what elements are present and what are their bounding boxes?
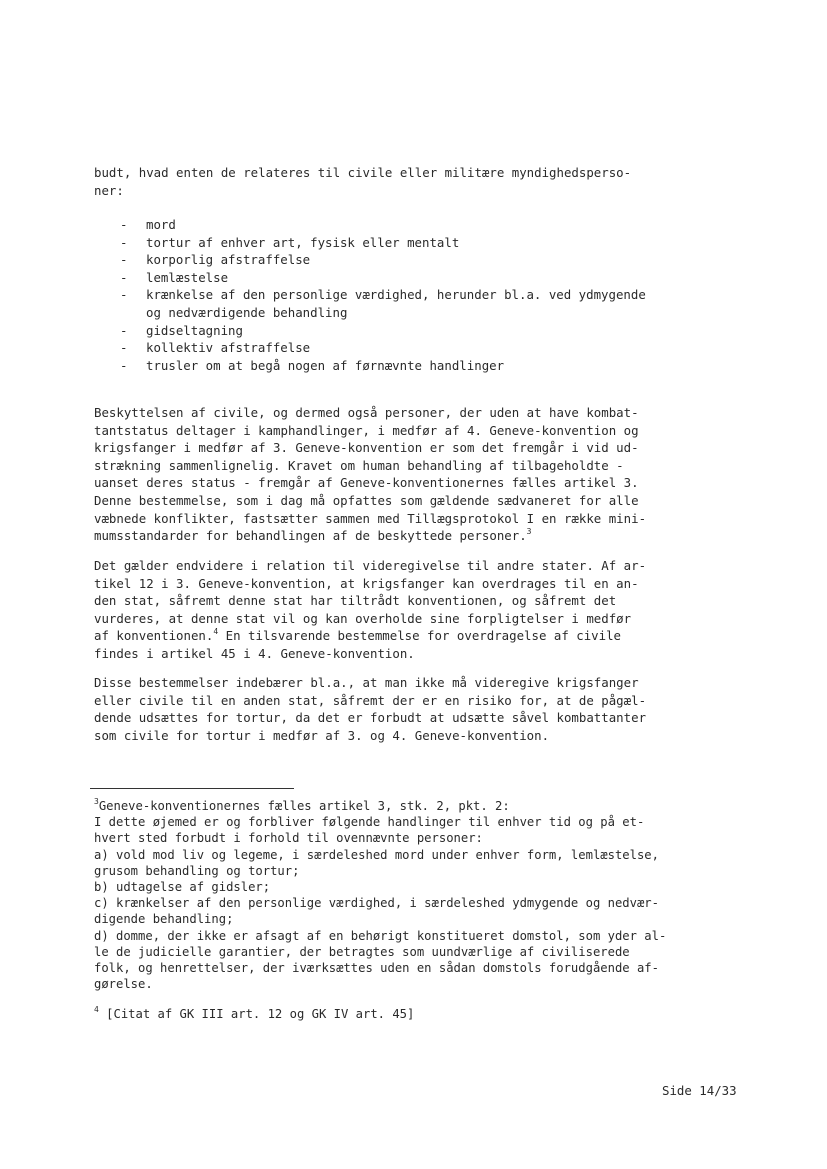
text-line: findes i artikel 45 i 4. Geneve-konvention.: [94, 645, 415, 661]
text-line: væbnede konflikter, fastsætter sammen med Tillægsprotokol I en række mini-: [94, 510, 647, 526]
text-line: som civile for tortur i medfør af 3. og 4. Geneve-konvention.: [94, 727, 550, 743]
list-dash: -: [120, 269, 128, 285]
footnote-reference-4[interactable]: 4: [213, 627, 219, 637]
footnote-line: gørelse.: [94, 977, 153, 992]
text-line: Beskyttelsen af civile, og dermed også personer, der uden at have kombat-: [94, 405, 639, 420]
text-line: [94, 627, 754, 645]
list-item: [94, 357, 754, 375]
list-dash: -: [120, 217, 128, 232]
list-item-text: mord: [146, 217, 176, 232]
list-dash: -: [120, 340, 128, 356]
paragraph-protection-of-civilians: [94, 404, 754, 545]
list-item-text: lemlæstelse: [146, 269, 229, 285]
text-line: Det gælder endvidere i relation til videregivelse til andre stater. Af ar-: [94, 558, 647, 573]
page-number: Side 14/33: [662, 1083, 737, 1098]
footnote-line: le de judicielle garantier, der betragtes som uundværlige af civiliserede: [94, 944, 630, 959]
text-line: strækning sammenlignelig. Kravet om human behandling af tilbageholdte -: [94, 457, 624, 473]
prohibited-acts-list: [94, 216, 754, 374]
footnote-reference-3[interactable]: 3: [526, 527, 532, 537]
text-line: dende udsættes for tortur, da det er forbudt at udsætte såvel kombattanter: [94, 710, 647, 726]
list-item-text: krænkelse af den personlige værdighed, herunder bl.a. ved ydmygende: [146, 287, 646, 303]
list-item-text: og nedværdigende behandling: [146, 304, 348, 320]
text-fragment: af konventionen.: [94, 628, 214, 644]
footnote-line: I dette øjemed er og forbliver følgende handlinger til enhver tid og på et-: [94, 815, 645, 830]
list-dash: -: [120, 234, 128, 250]
footnote-line: [94, 1006, 754, 1022]
text-line: tantstatus deltager i kamphandlinger, i medfør af 4. Geneve-konvention og: [94, 422, 639, 438]
footnote-line: d) domme, der ikke er afsagt af en behørigt konstitueret domstol, som yder al-: [94, 928, 667, 943]
text-fragment: [Citat af GK III art. 12 og GK IV art. 45]: [98, 1007, 415, 1021]
text-line: Denne bestemmelse, som i dag må opfattes som gældende sædvaneret for alle: [94, 492, 639, 508]
text-line: eller civile til en anden stat, såfremt der er en risiko for, at de pågæl-: [94, 692, 647, 708]
list-item-text: tortur af enhver art, fysisk eller mentalt: [146, 234, 460, 250]
footnote-line: digende behandling;: [94, 912, 234, 927]
list-item-text: korporlig afstraffelse: [146, 252, 311, 268]
intro-paragraph: [94, 164, 754, 199]
footnote-title: [94, 798, 754, 814]
list-item-text: trusler om at begå nogen af førnævnte handlinger: [146, 357, 505, 373]
paragraph-no-torture-transfer: [94, 674, 754, 744]
list-dash: -: [120, 287, 128, 303]
footnote-mark: 4: [94, 1005, 99, 1014]
text-line: tikel 12 i 3. Geneve-konvention, at krigsfanger kan overdrages til en an-: [94, 575, 639, 591]
footnote-line: b) udtagelse af gidsler;: [94, 880, 271, 895]
list-item: [94, 286, 754, 321]
text-fragment: Geneve-konventionernes fælles artikel 3, stk. 2, pkt. 2:: [98, 799, 510, 813]
footnote-line: folk, og henrettelser, der iværksættes uden en sådan domstols forudgående af-: [94, 961, 659, 976]
footnote-3: [94, 798, 754, 992]
text-fragment: En tilsvarende bestemmelse for overdragelse af civile: [218, 628, 622, 644]
text-fragment: mumsstandarder for behandlingen af de beskyttede personer.: [94, 528, 527, 544]
list-item: [94, 269, 754, 287]
footnote-line: c) krænkelser af den personlige værdighed, i særdeleshed ydmygende og nedvær-: [94, 896, 659, 911]
list-item: [94, 339, 754, 357]
text-line: budt, hvad enten de relateres til civile eller militære myndighedsperso-: [94, 165, 632, 180]
text-line: Disse bestemmelser indebærer bl.a., at man ikke må videregive krigsfanger: [94, 675, 639, 690]
text-line: krigsfanger i medfør af 3. Geneve-konvention er som det fremgår i vid ud-: [94, 440, 639, 456]
list-item: [94, 234, 754, 252]
list-item-text: gidseltagning: [146, 322, 243, 338]
footnote-line: hvert sted forbudt i forhold til ovennævnte personer:: [94, 831, 483, 846]
list-item-text: kollektiv afstraffelse: [146, 340, 311, 356]
list-item: [94, 216, 754, 234]
text-line: uanset deres status - fremgår af Geneve-konventionernes fælles artikel 3.: [94, 475, 639, 491]
text-line: vurderes, at denne stat vil og kan overholde sine forpligtelser i medfør: [94, 610, 632, 626]
list-item: [94, 251, 754, 269]
list-item: [94, 322, 754, 340]
list-dash: -: [120, 357, 128, 373]
list-dash: -: [120, 322, 128, 338]
text-line: den stat, såfremt denne stat har tiltrådt konventionen, og såfremt det: [94, 593, 617, 609]
footnote-line: grusom behandling og tortur;: [94, 863, 300, 878]
footnote-4: [94, 1006, 754, 1022]
footnote-mark: 3: [94, 797, 99, 806]
footnote-divider: [90, 788, 294, 789]
text-line: ner:: [94, 182, 124, 198]
list-dash: -: [120, 252, 128, 268]
text-line: [94, 527, 754, 545]
paragraph-transfer-to-other-states: [94, 557, 754, 663]
footnote-line: a) vold mod liv og legeme, i særdeleshed mord under enhver form, lemlæstelse,: [94, 847, 659, 862]
